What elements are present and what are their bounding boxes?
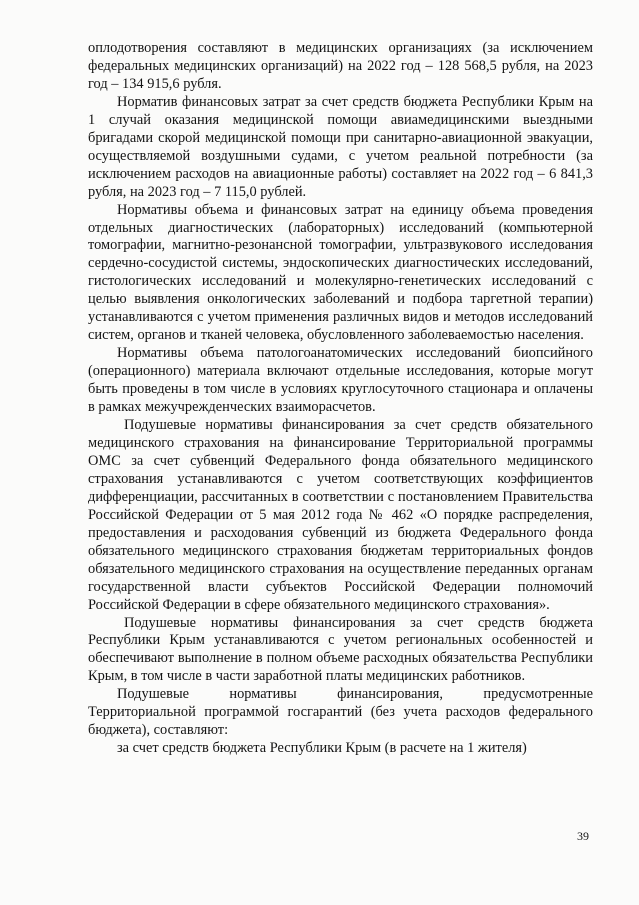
paragraph: Подушевые нормативы финансирования, предусмотренные Территориальной программой госгарантий (без учета расходов федерального бюджета), составляют: [88, 686, 593, 739]
paragraph: Норматив финансовых затрат за счет средств бюджета Республики Крым на 1 случай оказания медицинской помощи авиамедицинскими выездными бригадами скорой медицинской помощи при санитарно-авиационной эвакуации, осуществляемой воздушными судами, с учетом реальной потребности (за исключением расходов на авиационные работы) составляет на 2022 год – 6 841,3 рубля, на 2023 год – 7 115,0 рублей. [88, 93, 593, 200]
paragraph: Нормативы объема и финансовых затрат на единицу объема проведения отдельных диагностических (лабораторных) исследований (компьютерной томографии, магнитно-резонансной томографии, ультразвукового исследования сердечно-сосудистой системы, эндоскопических диагностических исследований, гистологических исследований и молекулярно-генетических исследований с целью выявления онкологических заболеваний и подбора таргетной терапии) устанавливаются с учетом применения различных видов и методов исследований систем, органов и тканей человека, обусловленного заболеваемостью населения. [88, 201, 593, 344]
document-body [88, 40, 593, 758]
paragraph: Нормативы объема патологоанатомических исследований биопсийного (операционного) материала включают отдельные исследования, которые могут быть проведены в том числе в условиях круглосуточного стационара и оплачены в рамках межучрежденческих взаиморасчетов. [88, 345, 593, 416]
paragraph: Подушевые нормативы финансирования за счет средств бюджета Республики Крым устанавливаются с учетом региональных особенностей и обеспечивают выполнение в полном объеме расходных обязательства Республики Крым, в том числе в части заработной платы медицинских работников. [88, 614, 593, 685]
paragraph: за счет средств бюджета Республики Крым (в расчете на 1 жителя) [117, 740, 527, 757]
paragraph: оплодотворения составляют в медицинских организациях (за исключением федеральных медицинских организаций) на 2022 год – 128 568,5 рубля, на 2023 год – 134 915,6 рубля. [88, 40, 593, 92]
paragraph: Подушевые нормативы финансирования за счет средств обязательного медицинского страхования на финансирование Территориальной программы ОМС за счет субвенций Федерального фонда обязательного медицинского страхования устанавливаются с учетом соответствующих коэффициентов дифференциации, рассчитанных в соответствии с постановлением Правительства Российской Федерации от 5 мая 2012 года № 462 «О порядке распределения, предоставления и расходования субвенций из бюджета Федерального фонда обязательного медицинского страхования бюджетам территориальных фондов обязательного медицинского страхования на осуществление переданных органам государственной власти субъектов Российской Федерации полномочий Российской Федерации в сфере обязательного медицинского страхования». [88, 417, 593, 613]
page-number: 39 [577, 829, 589, 843]
